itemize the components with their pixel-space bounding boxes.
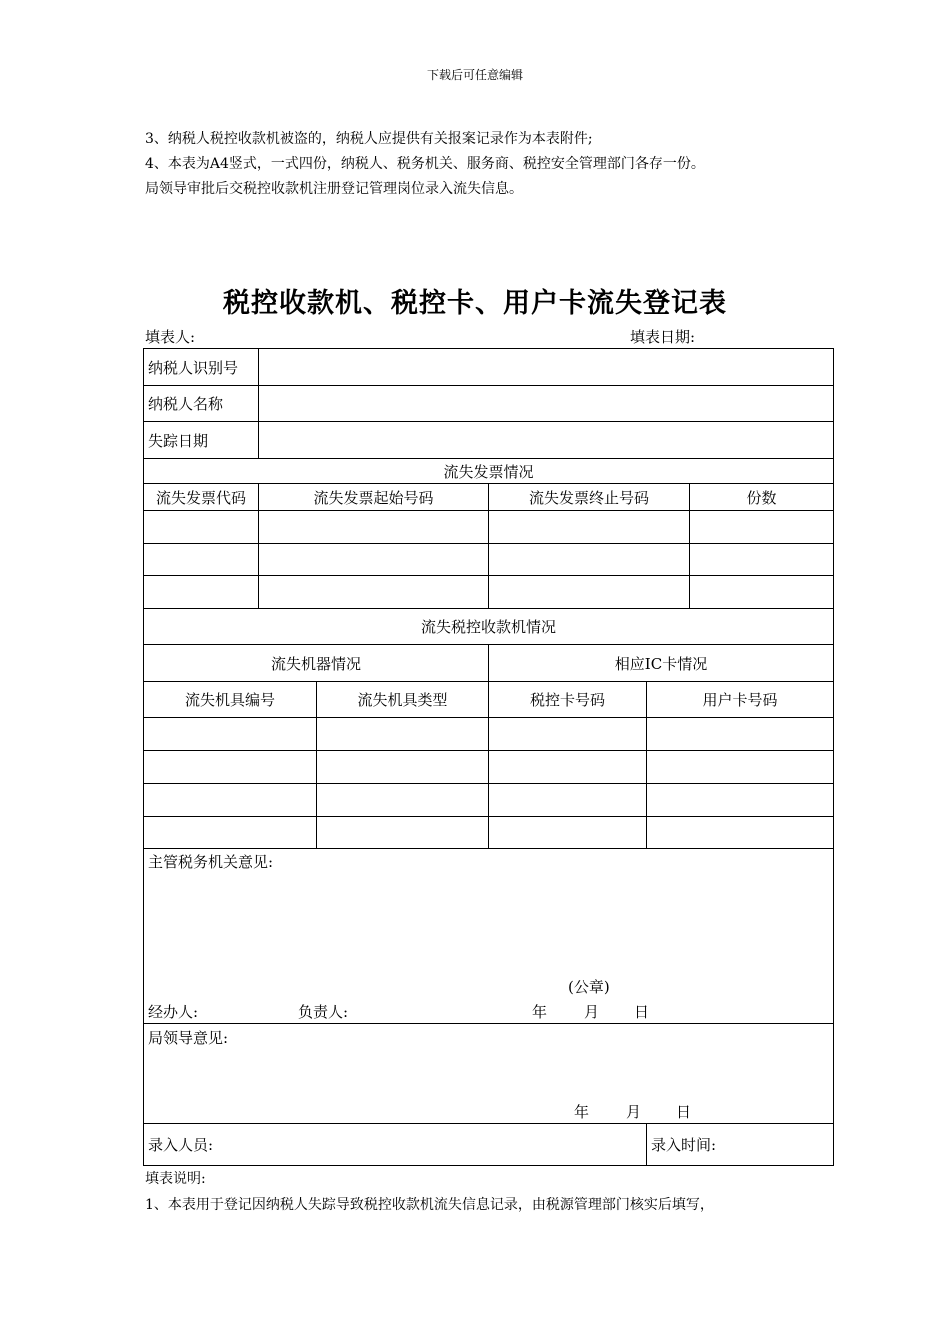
- filler-label: 填表人:: [145, 328, 196, 346]
- responsible-label: 负责人:: [298, 1003, 349, 1021]
- machine-cell[interactable]: [489, 784, 647, 817]
- note-item-4: 4、本表为A4竖式，一式四份，纳税人、税务机关、服务商、税控安全管理部门各存一份。: [145, 156, 705, 172]
- tax-card-header: 税控卡号码: [489, 682, 647, 718]
- invoice-cell[interactable]: [144, 544, 259, 576]
- machine-group-header: 流失机器情况: [144, 645, 489, 682]
- taxpayer-id-label: 纳税人识别号: [144, 349, 259, 386]
- form-title: 税控收款机、税控卡、用户卡流失登记表: [223, 288, 727, 319]
- invoice-cell[interactable]: [489, 576, 690, 609]
- opinion-year: 年: [532, 1003, 548, 1021]
- invoice-cell[interactable]: [690, 511, 834, 544]
- opinion-month: 月: [584, 1003, 600, 1021]
- invoice-cell[interactable]: [259, 544, 489, 576]
- invoice-end-header: 流失发票终止号码: [489, 484, 690, 511]
- bureau-day: 日: [676, 1103, 692, 1121]
- bureau-year: 年: [574, 1103, 590, 1121]
- loss-registration-table: [143, 348, 834, 1166]
- opinion-day: 日: [634, 1003, 650, 1021]
- invoice-cell[interactable]: [489, 511, 690, 544]
- invoice-cell[interactable]: [144, 511, 259, 544]
- entry-person-field[interactable]: 录入人员:: [144, 1124, 647, 1166]
- bureau-opinion-label: 局领导意见:: [148, 1029, 229, 1047]
- machine-type-header: 流失机具类型: [317, 682, 489, 718]
- tax-authority-opinion-box[interactable]: [144, 849, 834, 1024]
- missing-date-label: 失踪日期: [144, 422, 259, 459]
- machine-cell[interactable]: [317, 784, 489, 817]
- instructions-label: 填表说明:: [145, 1171, 206, 1187]
- user-card-header: 用户卡号码: [647, 682, 834, 718]
- invoice-start-header: 流失发票起始号码: [259, 484, 489, 511]
- fill-date-label: 填表日期:: [630, 328, 696, 346]
- missing-date-field[interactable]: [259, 422, 834, 459]
- invoice-code-header: 流失发票代码: [144, 484, 259, 511]
- bureau-opinion-box[interactable]: [144, 1024, 834, 1124]
- tax-authority-opinion-label: 主管税务机关意见:: [148, 853, 274, 871]
- official-seal-label: (公章): [568, 978, 610, 996]
- invoice-cell[interactable]: [690, 576, 834, 609]
- handler-label: 经办人:: [148, 1003, 199, 1021]
- machine-cell[interactable]: [489, 751, 647, 784]
- machine-cell[interactable]: [317, 751, 489, 784]
- machine-cell[interactable]: [317, 817, 489, 849]
- invoice-cell[interactable]: [690, 544, 834, 576]
- machine-cell[interactable]: [317, 718, 489, 751]
- note-item-approval: 局领导审批后交税控收款机注册登记管理岗位录入流失信息。: [145, 181, 523, 197]
- card-group-header: 相应IC卡情况: [489, 645, 834, 682]
- taxpayer-name-label: 纳税人名称: [144, 386, 259, 422]
- machine-number-header: 流失机具编号: [144, 682, 317, 718]
- invoice-cell[interactable]: [259, 576, 489, 609]
- entry-time-field[interactable]: 录入时间:: [647, 1124, 834, 1166]
- machine-cell[interactable]: [144, 718, 317, 751]
- taxpayer-name-field[interactable]: [259, 386, 834, 422]
- machine-cell[interactable]: [144, 784, 317, 817]
- machine-cell[interactable]: [647, 751, 834, 784]
- machine-cell[interactable]: [144, 817, 317, 849]
- machine-cell[interactable]: [144, 751, 317, 784]
- invoice-count-header: 份数: [690, 484, 834, 511]
- machine-cell[interactable]: [647, 784, 834, 817]
- note-item-3: 3、纳税人税控收款机被盗的，纳税人应提供有关报案记录作为本表附件;: [145, 131, 593, 147]
- page-header: 下载后可任意编辑: [426, 68, 523, 82]
- invoice-cell[interactable]: [259, 511, 489, 544]
- machine-cell[interactable]: [489, 817, 647, 849]
- machine-section-title: 流失税控收款机情况: [144, 609, 834, 645]
- machine-cell[interactable]: [647, 817, 834, 849]
- invoice-cell[interactable]: [144, 576, 259, 609]
- bureau-month: 月: [626, 1103, 642, 1121]
- taxpayer-id-field[interactable]: [259, 349, 834, 386]
- machine-cell[interactable]: [489, 718, 647, 751]
- instruction-item-1: 1、本表用于登记因纳税人失踪导致税控收款机流失信息记录，由税源管理部门核实后填写，: [145, 1197, 714, 1213]
- invoice-cell[interactable]: [489, 544, 690, 576]
- machine-cell[interactable]: [647, 718, 834, 751]
- invoice-section-title: 流失发票情况: [144, 459, 834, 484]
